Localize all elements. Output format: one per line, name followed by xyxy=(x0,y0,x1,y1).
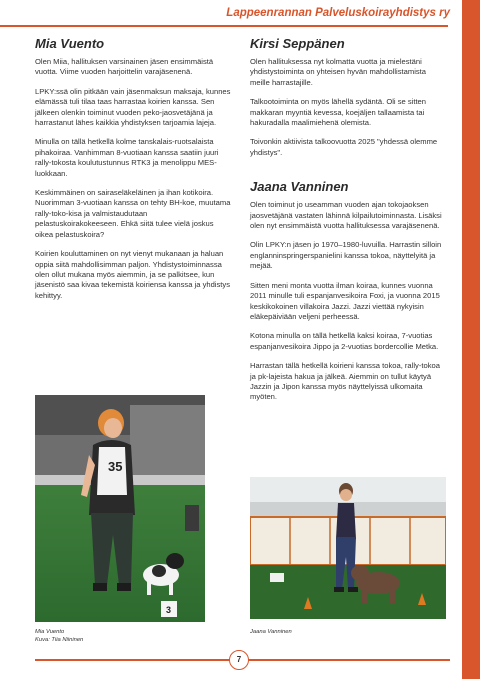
page-number: 7 xyxy=(229,650,249,670)
right-paragraph-5: Olin LPKY:n jäsen jo 1970–1980-luvuilla. Harrastin silloin englanninspringerspanielini kanssa tokoa, näyttelyitä ja mejää. xyxy=(250,240,442,271)
left-paragraph-3: Minulla on tällä hetkellä kolme tanskalais-ruotsalaista pihakoiraa. Vanhimman 8-vuotiaan kanssa saatiin juuri rally-tokosta koulutustunnus RTK3 ja menolippu MES-luokkaan. xyxy=(35,137,219,178)
left-paragraph-1: Olen Miia, hallituksen varsinainen jäsen ensimmäistä vuotta. Viime vuoden harjoittelin varajäsenenä. xyxy=(35,57,214,77)
right-paragraph-1: Olen hallituksessa nyt kolmatta vuotta ja mielestäni yhdistystoiminta on yhteisen hyvän mahdollistamista meille harrastajille. xyxy=(250,57,427,87)
course-sign-number: 3 xyxy=(166,605,172,615)
right-photo-caption: Jaana Vanninen xyxy=(250,629,292,635)
bib-number: 35 xyxy=(108,459,123,474)
side-accent-bar xyxy=(462,0,480,679)
right-paragraph-4: Olen toiminut jo useamman vuoden ajan tokojaoksen jaosvetäjänä vastaten lähinnä kilpailutoiminnasta. Lisäksi olen nyt ensimmäistä vuotta hallituksessa varajäsenenä. xyxy=(250,200,442,231)
left-photo-caption xyxy=(35,628,83,644)
left-photo-caption-name: Mia Vuento xyxy=(35,629,65,635)
left-paragraph-4: Keskimmäinen on sairaseläkeläinen ja ihan kotikoira. Nuorimman 3-vuotiaan kanssa on tehty BH-koe, muutama rally-toko-kisa ja valmistaudutaan pelastuskoirakokeeseen. Ehkä siitä tulee vielä joskus oikea pelastuskoira? xyxy=(35,188,231,239)
header-rule xyxy=(0,25,448,27)
left-paragraph-2: LPKY:ssä olin pitkään vain jäsenmaksun maksaja, kunnes elämässä tuli tilaa taas harrastaa koirien kanssa. Sen jälkeen olenkin toiminut vuoden peko-jaosvetäjänä ja harrastanut lähes kaikkia yhdistyksen tarjoamia lajeja. xyxy=(35,86,231,128)
right-paragraph-2: Talkootoiminta on myös lähellä sydäntä. Oli se sitten makkaran myyntiä kevessa, koejäljen tallaamista tai hakuradalla maalimiehenä olemista. xyxy=(250,97,427,128)
section-spacer xyxy=(250,167,446,179)
photo-illustration-right xyxy=(250,477,446,619)
right-paragraph-8: Harrastan tällä hetkellä koirieni kanssa tokoa, rally-tokoa ja pk-lajeista hakua ja jälkeä. Aiemmin on tullut käytyä Jazzin ja Jipon kanssa myös näyttelyissä ulkomaita myöten. xyxy=(250,361,440,402)
right-heading-2: Jaana Vanninen xyxy=(250,179,349,195)
right-paragraph-6: Sitten meni monta vuotta ilman koiraa, kunnes vuonna 2011 minulle tuli espanjanvesikoira Foxi, ja vuonna 2015 keskikokoinen villakoira Jazzi. Jazzi viettää nykyisin eläkepäiviään veljeni perheessä. xyxy=(250,280,440,321)
photo-mia-with-dog xyxy=(35,395,205,622)
left-column xyxy=(35,36,231,310)
right-paragraph-7: Kotona minulla on tällä hetkellä kaksi koiraa, 7-vuotias espanjanvesikoira Jippo ja 2-vuotias bordercollie Metka. xyxy=(250,331,439,351)
left-paragraph-5: Koirien kouluttaminen on nyt vienyt mukanaan ja haluan oppia siitä mahdollisimman paljon. Yhdistystoiminnassa olen ollut mukana myös aiemmin, ja se palkitsee, kun jäsenistö saa kivaa tekemistä koiriensa kanssa ja yhdistys kehittyy. xyxy=(35,249,230,300)
left-photo-caption-credit: Kuva: Tiia Niininen xyxy=(35,637,84,643)
right-column xyxy=(250,36,446,412)
left-heading: Mia Vuento xyxy=(35,36,105,51)
photo-jaana-with-dog xyxy=(250,477,446,619)
header-title: Lappeenrannan Palveluskoirayhdistys ry xyxy=(226,7,450,19)
right-paragraph-3: Toivonkin aktiivista talkoovuotta 2025 "yhdessä olemme yhdistys". xyxy=(250,137,438,157)
photo-illustration xyxy=(35,395,205,622)
right-heading-1: Kirsi Seppänen xyxy=(250,36,345,51)
